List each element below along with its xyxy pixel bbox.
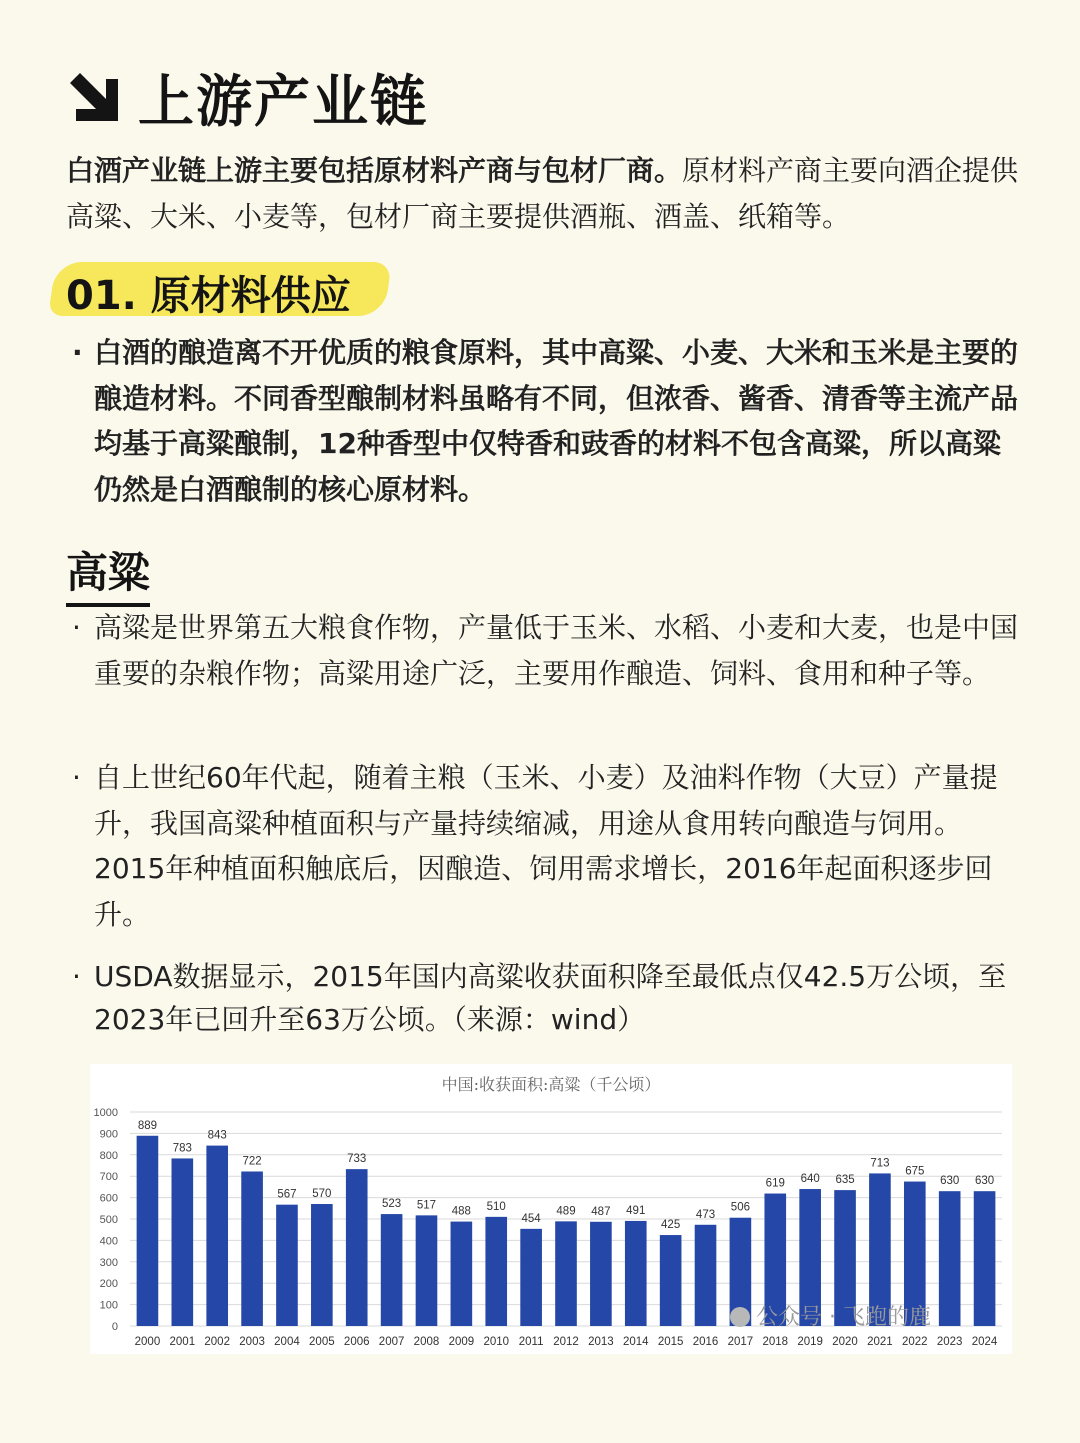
data-label: 733 xyxy=(347,1153,367,1166)
y-tick-label: 700 xyxy=(99,1171,118,1184)
intro-paragraph xyxy=(66,148,1026,240)
data-label: 630 xyxy=(974,1175,995,1188)
section-header xyxy=(66,58,428,138)
bar xyxy=(590,1222,612,1326)
data-label: 713 xyxy=(870,1157,890,1170)
data-label: 635 xyxy=(835,1174,855,1187)
x-tick-label: 2021 xyxy=(867,1336,893,1348)
x-tick-label: 2007 xyxy=(378,1336,405,1348)
y-tick-label: 400 xyxy=(99,1235,118,1248)
data-label: 491 xyxy=(626,1204,646,1217)
bar xyxy=(346,1169,368,1326)
subheading-sorghum: 高粱 xyxy=(66,540,150,607)
x-tick-label: 2019 xyxy=(797,1336,823,1348)
x-tick-label: 2008 xyxy=(413,1336,440,1348)
y-tick-label: 900 xyxy=(99,1128,118,1141)
bar xyxy=(939,1191,961,1326)
data-label: 570 xyxy=(312,1188,332,1201)
data-label: 473 xyxy=(695,1208,716,1221)
bar xyxy=(416,1215,438,1326)
data-label: 783 xyxy=(172,1142,192,1155)
x-tick-label: 2010 xyxy=(483,1336,510,1348)
bar xyxy=(695,1225,717,1326)
x-tick-label: 2012 xyxy=(553,1336,579,1348)
data-label: 425 xyxy=(661,1219,681,1232)
y-tick-label: 500 xyxy=(99,1214,118,1226)
bar xyxy=(660,1235,682,1326)
bar xyxy=(520,1229,542,1326)
data-label: 517 xyxy=(416,1199,437,1212)
data-label: 454 xyxy=(521,1212,541,1225)
bar xyxy=(451,1222,473,1326)
data-label: 488 xyxy=(451,1205,471,1218)
x-tick-label: 2009 xyxy=(448,1336,475,1348)
data-label: 843 xyxy=(207,1129,227,1142)
bullet-marker: · xyxy=(72,960,81,993)
x-tick-label: 2004 xyxy=(274,1336,300,1348)
bullet-item xyxy=(72,605,1019,696)
x-tick-label: 2020 xyxy=(832,1336,858,1348)
x-tick-label: 2014 xyxy=(622,1336,649,1348)
watermark xyxy=(730,1300,931,1331)
bullet-marker: · xyxy=(72,761,81,794)
x-tick-label: 2022 xyxy=(902,1336,928,1348)
x-tick-label: 2018 xyxy=(762,1336,789,1348)
bullet-text: 自上世纪60年代起，随着主粮（玉米、小麦）及油料作物（大豆）产量提升，我国高粱种植面积与产量持续缩减，用途从食用转向酿造与饲用。2015年种植面积触底后，因酿造、饲用需求增长，2016年起面积逐步回升。 xyxy=(94,761,998,931)
bar xyxy=(206,1146,228,1326)
y-tick-label: 100 xyxy=(99,1299,118,1312)
data-label: 567 xyxy=(277,1188,297,1201)
bar xyxy=(555,1221,577,1326)
bullet-marker: · xyxy=(72,336,83,369)
bar xyxy=(276,1205,298,1326)
x-tick-label: 2000 xyxy=(134,1336,161,1348)
data-label: 510 xyxy=(486,1200,506,1213)
data-label: 630 xyxy=(940,1175,960,1188)
y-tick-label: 1000 xyxy=(93,1107,118,1119)
data-label: 487 xyxy=(591,1205,611,1218)
bullet-item xyxy=(72,955,1019,1041)
y-tick-label: 600 xyxy=(99,1192,118,1205)
bullet-text: 白酒的酿造离不开优质的粮食原料，其中高粱、小麦、大米和玉米是主要的酿造材料。不同香型酿制材料虽略有不同，但浓香、酱香、清香等主流产品均基于高粱酿制，12种香型中仅特香和豉香的材料不包含高粱，所以高粱仍然是白酒酿制的核心原材料。 xyxy=(94,336,1019,506)
bar xyxy=(625,1221,647,1326)
x-tick-label: 2023 xyxy=(936,1336,963,1348)
x-tick-label: 2003 xyxy=(239,1336,265,1348)
data-label: 889 xyxy=(137,1119,158,1132)
x-tick-label: 2013 xyxy=(588,1336,614,1348)
x-tick-label: 2006 xyxy=(343,1336,370,1348)
bullet-text: 高粱是世界第五大粮食作物，产量低于玉米、水稻、小麦和大麦，也是中国重要的杂粮作物；高粱用途广泛，主要用作酿造、饲料、食用和种子等。 xyxy=(94,611,1019,690)
data-label: 506 xyxy=(730,1201,750,1214)
data-label: 675 xyxy=(905,1165,925,1178)
bar xyxy=(381,1214,403,1326)
x-tick-label: 2005 xyxy=(309,1336,335,1348)
intro-bold-text: 白酒产业链上游主要包括原材料产商与包材厂商。 xyxy=(66,154,683,187)
page-title: 上游产业链 xyxy=(138,70,428,135)
watermark-text: 公众号 · 飞跑的鹿 xyxy=(756,1305,931,1330)
x-tick-label: 2001 xyxy=(169,1336,196,1348)
bar xyxy=(172,1158,194,1326)
x-tick-label: 2011 xyxy=(518,1336,544,1348)
data-label: 640 xyxy=(800,1173,820,1186)
bar xyxy=(241,1171,263,1326)
bullet-marker: · xyxy=(72,611,81,644)
intro-text: 原材料产商主要向酒企提供高粱、大米、小麦等，包材厂商主要提供酒瓶、酒盖、纸箱等。 xyxy=(66,154,1019,233)
bullet-item xyxy=(72,755,1019,937)
x-tick-label: 2002 xyxy=(204,1336,230,1348)
x-tick-label: 2017 xyxy=(727,1336,754,1348)
bar xyxy=(485,1217,507,1326)
data-label: 489 xyxy=(556,1205,576,1218)
y-tick-label: 800 xyxy=(99,1149,118,1162)
bullet-item xyxy=(72,330,1019,512)
section-badge xyxy=(52,262,388,319)
bar xyxy=(137,1136,159,1326)
x-tick-label: 2024 xyxy=(971,1336,998,1348)
chart-title: 中国:收获面积:高粱（千公顷） xyxy=(441,1075,661,1094)
bar xyxy=(311,1204,333,1326)
badge-label: 01. 原材料供应 xyxy=(66,273,351,319)
x-tick-label: 2016 xyxy=(692,1336,719,1348)
data-label: 619 xyxy=(765,1177,785,1190)
wechat-icon xyxy=(730,1307,750,1327)
data-label: 722 xyxy=(242,1155,262,1168)
y-tick-label: 200 xyxy=(99,1278,118,1291)
arrow-down-right-icon xyxy=(66,69,124,127)
bar xyxy=(974,1191,996,1326)
y-tick-label: 0 xyxy=(111,1321,118,1333)
data-label: 523 xyxy=(382,1198,402,1211)
bullet-text: USDA数据显示，2015年国内高粱收获面积降至最低点仅42.5万公顷，至2023年已回升至63万公顷。（来源：wind） xyxy=(94,960,1007,1036)
x-tick-label: 2015 xyxy=(657,1336,684,1348)
y-tick-label: 300 xyxy=(99,1256,118,1269)
